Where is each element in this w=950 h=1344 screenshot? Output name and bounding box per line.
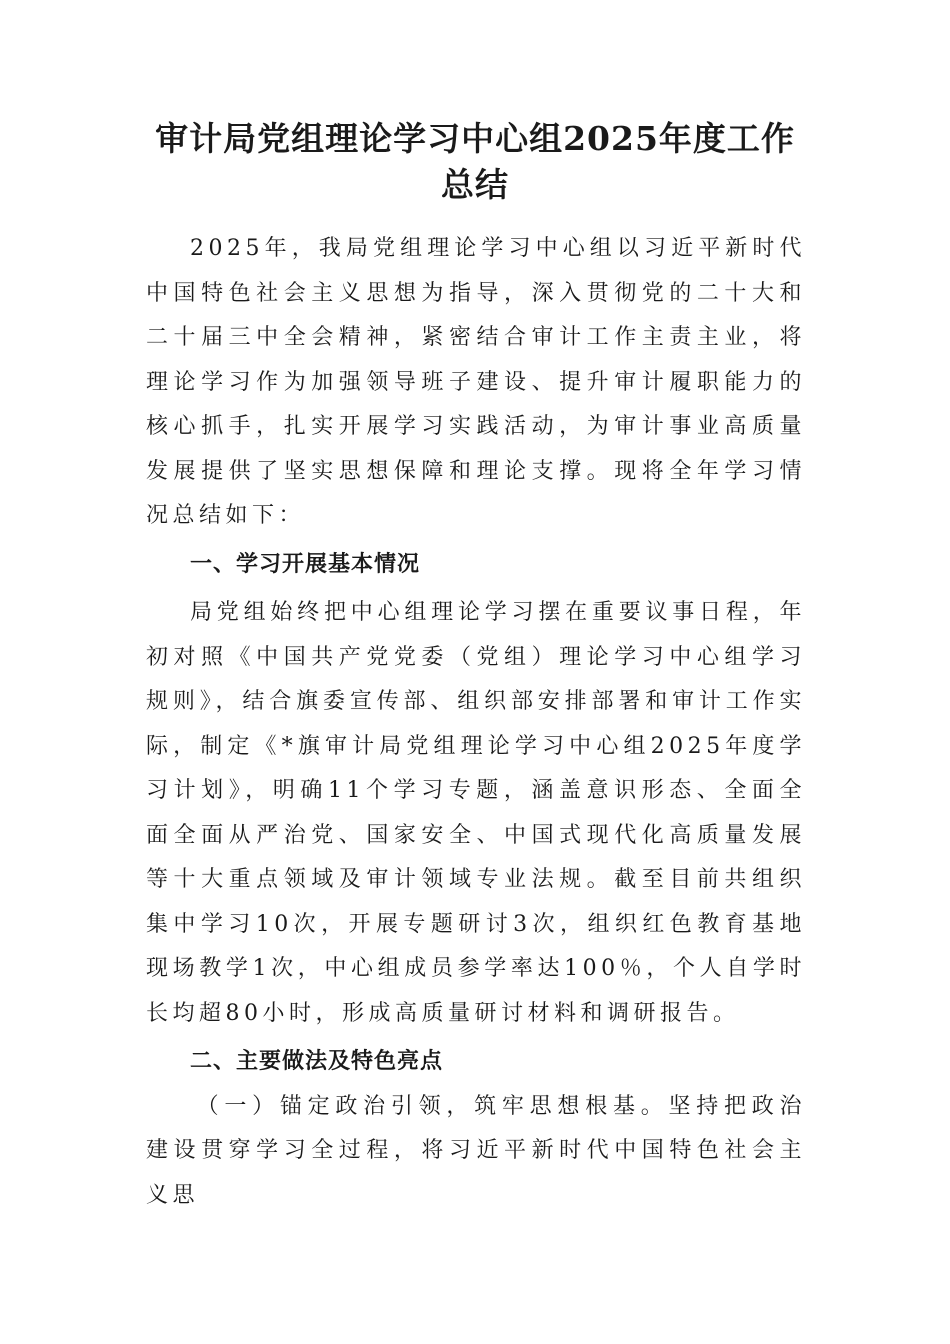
title-line-2: 总结 bbox=[441, 165, 509, 204]
title-line-1: 审计局党组理论学习中心组2025年度工作 bbox=[155, 119, 795, 158]
section-2-subsection-1: （一）锚定政治引领，筑牢思想根基。坚持把政治建设贯穿学习全过程，将习近平新时代中国特色社会主义思 bbox=[146, 1093, 806, 1208]
section-1-paragraph: 局党组始终把中心组理论学习摆在重要议事日程，年初对照《中国共产党党委（党组）理论学习中心组学习规则》，结合旗委宣传部、组织部安排部署和审计工作实际，制定《*旗审计局党组理论学习中心组2025年度学习计划》，明确11个学习专题，涵盖意识形态、全面全面全面从严治党、国家安全、中国式现代化高质量发展等十大重点领域及审计领域专业法规。截至目前共组织集中学习10次，开展专题研讨3次，组织红色教育基地现场教学1次，中心组成员参学率达100％，个人自学时长均超80小时，形成高质量研讨材料和调研报告。 bbox=[146, 600, 806, 1026]
section-1-heading: 一、学习开展基本情况 bbox=[190, 551, 421, 577]
document-body bbox=[146, 227, 806, 1218]
section-2-heading: 二、主要做法及特色亮点 bbox=[190, 1049, 444, 1074]
document-title bbox=[140, 116, 810, 208]
intro-paragraph: 2025年，我局党组理论学习中心组以习近平新时代中国特色社会主义思想为指导，深入贯彻党的二十大和二十届三中全会精神，紧密结合审计工作主责主业，将理论学习作为加强领导班子建设、提升审计履职能力的核心抓手，扎实开展学习实践活动，为审计事业高质量发展提供了坚实思想保障和理论支撑。现将全年学习情况总结如下： bbox=[146, 236, 806, 528]
